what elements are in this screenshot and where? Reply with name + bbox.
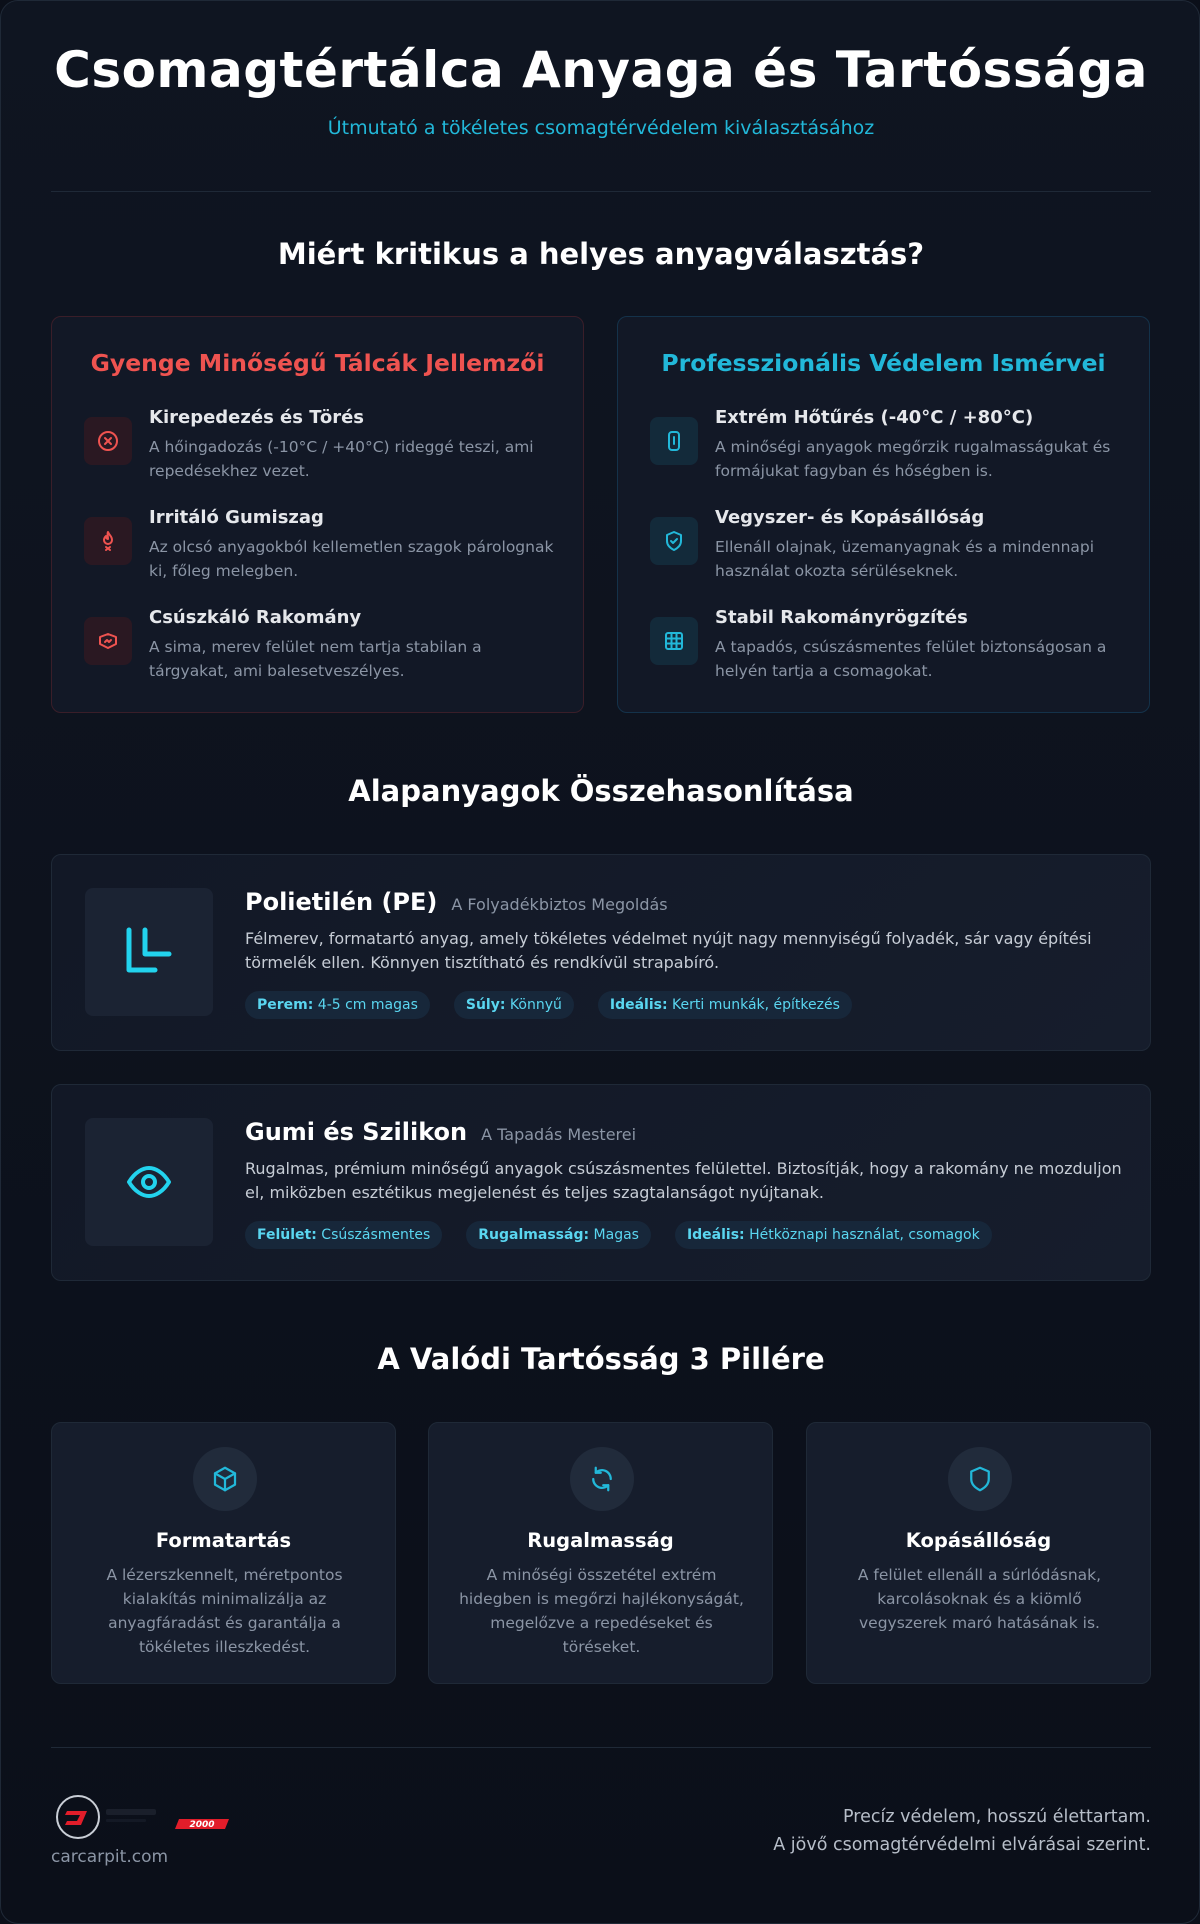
page-title: Csomagtértálca Anyaga és Tartóssága — [54, 41, 1148, 99]
section-title-materials: Alapanyagok Összehasonlítása — [348, 774, 854, 808]
logo-badge-text: 2000 — [189, 1820, 215, 1830]
bad-quality-card — [51, 316, 584, 713]
feature-title: Stabil Rakományrögzítés — [715, 607, 968, 628]
footer-divider — [51, 1747, 1151, 1748]
tag: Súly: Könnyű — [454, 991, 574, 1019]
feature-title: Irritáló Gumiszag — [149, 507, 324, 528]
tag: Ideális: Kerti munkák, építkezés — [598, 991, 852, 1019]
fire-icon — [84, 517, 132, 565]
shield-check-icon — [650, 517, 698, 565]
tag: Perem: 4-5 cm magas — [245, 991, 430, 1019]
corner-tray-icon — [85, 888, 213, 1016]
pillar-desc: A felület ellenáll a súrlódásnak, karcolásoknak és a kiömlő vegyszerek maró hatásának is. — [857, 1566, 1102, 1632]
pillar-desc: A minőségi összetétel extrém hidegben is megőrzi hajlékonyságát, megelőzve a repedéseket és töréseket. — [459, 1566, 744, 1656]
section-title-pillars: A Valódi Tartósság 3 Pillére — [377, 1342, 825, 1376]
bad-quality-title: Gyenge Minőségű Tálcák Jellemzői — [90, 349, 545, 377]
feature-desc: A hőingadozás (-10°C / +40°C) rideggé teszi, ami repedésekhez vezet. — [149, 438, 534, 480]
footer-tagline — [773, 1803, 1151, 1859]
footer-tagline-line: Precíz védelem, hosszú élettartam. — [843, 1807, 1151, 1827]
bad-feature-item — [84, 507, 554, 587]
pillar-title: Kopásállóság — [905, 1529, 1052, 1552]
material-name: Polietilén (PE) A Folyadékbiztos Megoldás — [245, 888, 668, 916]
good-feature-item — [650, 607, 1120, 687]
bad-feature-item — [84, 607, 554, 687]
page-subtitle: Útmutató a tökéletes csomagtérvédelem kiválasztásához — [327, 117, 875, 139]
section-title-why: Miért kritikus a helyes anyagválasztás? — [277, 237, 925, 271]
feature-desc: Ellenáll olajnak, üzemanyagnak és a mindennapi használat okozta sérüléseknek. — [715, 538, 1095, 580]
thermometer-icon — [650, 417, 698, 465]
material-subtitle: A Tapadás Mesterei — [481, 1125, 637, 1144]
shield-icon — [948, 1447, 1012, 1511]
professional-title: Professzionális Védelem Ismérvei — [661, 349, 1106, 377]
feature-title: Kirepedezés és Törés — [149, 407, 364, 428]
eye-icon — [85, 1118, 213, 1246]
sliding-box-icon — [84, 617, 132, 665]
professional-card — [617, 316, 1150, 713]
brand-logo[interactable] — [51, 1787, 241, 1847]
good-feature-item — [650, 407, 1120, 487]
pillar-title: Formatartás — [155, 1529, 292, 1552]
pillar-card — [51, 1422, 396, 1684]
pillar-title: Rugalmasság — [527, 1529, 674, 1552]
material-desc: Félmerev, formatartó anyag, amely tökéletes védelmet nyújt nagy mennyiségű folyadék, sár vagy építési törmelék ellen. Könnyen tisztítható és rendkívül strapabíró. — [245, 929, 1092, 972]
feature-title: Extrém Hőtűrés (-40°C / +80°C) — [715, 407, 1034, 428]
pillar-card — [428, 1422, 773, 1684]
divider — [51, 191, 1151, 192]
tag: Felület: Csúszásmentes — [245, 1221, 442, 1249]
feature-desc: A tapadós, csúszásmentes felület biztonságosan a helyén tartja a csomagokat. — [715, 638, 1107, 680]
material-name: Gumi és Szilikon A Tapadás Mesterei — [245, 1118, 637, 1146]
pillar-desc: A lézerszkennelt, méretpontos kialakítás minimalizálja az anyagfáradást és garantálja a tökéletes illeszkedést. — [106, 1566, 343, 1656]
cube-icon — [193, 1447, 257, 1511]
refresh-icon — [570, 1447, 634, 1511]
material-subtitle: A Folyadékbiztos Megoldás — [451, 895, 668, 914]
footer-domain[interactable]: carcarpit.com — [51, 1847, 169, 1867]
footer-tagline-line: A jövő csomagtérvédelmi elvárásai szerint. — [773, 1835, 1151, 1855]
material-tags — [245, 1221, 992, 1249]
material-desc: Rugalmas, prémium minőségű anyagok csúszásmentes felülettel. Biztosítják, hogy a rakomány ne mozduljon el, miközben esztétikus megjelenést és teljes szagtalanságot nyújtanak. — [245, 1159, 1122, 1202]
bad-feature-item — [84, 407, 554, 487]
circle-x-icon — [84, 417, 132, 465]
feature-desc: A minőségi anyagok megőrzik rugalmasságukat és formájukat fagyban és hőségben is. — [715, 438, 1111, 480]
tag: Rugalmasság: Magas — [466, 1221, 651, 1249]
material-tags — [245, 991, 852, 1019]
material-card-pe — [51, 854, 1151, 1051]
tag: Ideális: Hétköznapi használat, csomagok — [675, 1221, 992, 1249]
feature-desc: Az olcsó anyagokból kellemetlen szagok párolognak ki, főleg melegben. — [149, 538, 554, 580]
pillar-card — [806, 1422, 1151, 1684]
grid-icon — [650, 617, 698, 665]
feature-title: Vegyszer- és Kopásállóság — [715, 507, 985, 528]
feature-title: Csúszkáló Rakomány — [149, 607, 362, 628]
feature-desc: A sima, merev felület nem tartja stabilan a tárgyakat, ami balesetveszélyes. — [149, 638, 482, 680]
good-feature-item — [650, 507, 1120, 587]
material-card-rubber — [51, 1084, 1151, 1281]
